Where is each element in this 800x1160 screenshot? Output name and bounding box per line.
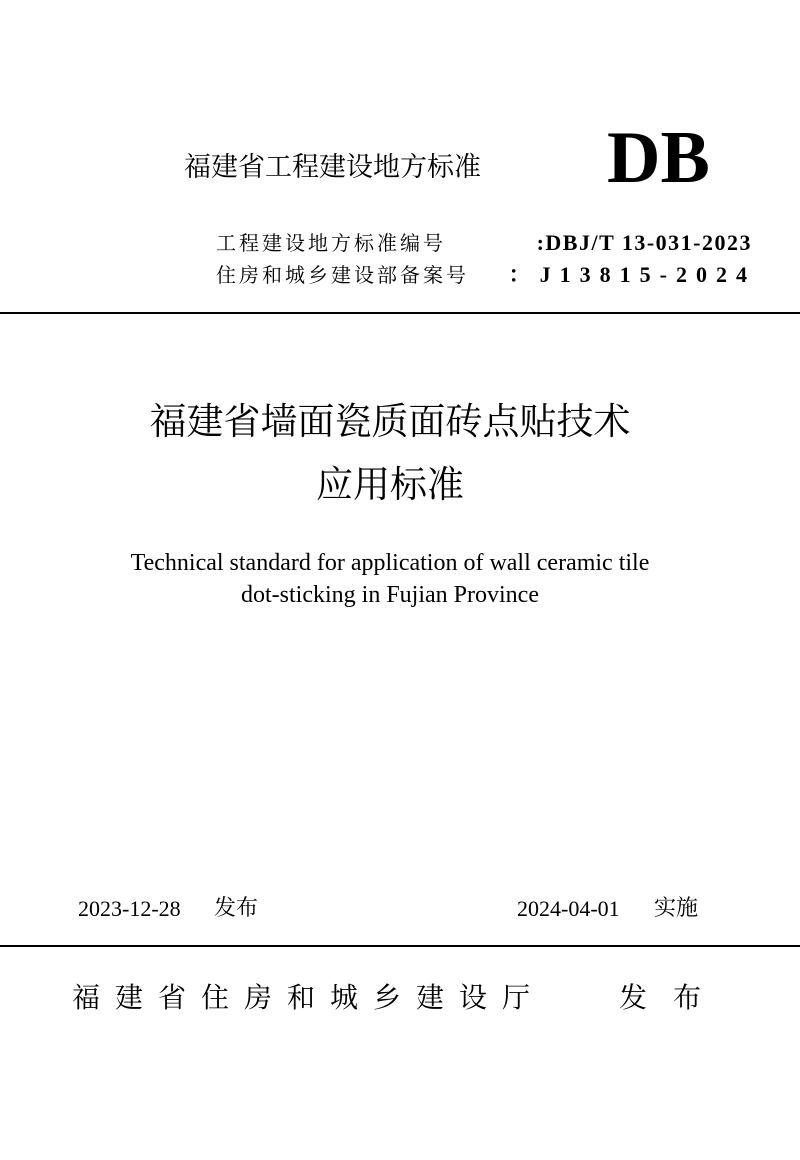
filing-number-label: 住房和城乡建设部备案号 (216, 263, 469, 287)
standard-number-label: 工程建设地方标准编号 (216, 231, 446, 255)
document-title-en-line2: dot-sticking in Fujian Province (241, 582, 539, 608)
standard-number-value: :DBJ/T 13-031-2023 (536, 230, 752, 255)
filing-number-value: ：J13815-2024 (508, 262, 756, 287)
effective-date: 2024-04-01 (517, 896, 620, 921)
document-title-cn-line2: 应用标准 (316, 463, 464, 506)
document-title-cn-line1: 福建省墙面瓷质面砖点贴技术 (149, 400, 631, 443)
issue-label: 发布 (214, 896, 259, 921)
issuing-authority: 福建省住房和城乡建设厅 (72, 981, 546, 1014)
document-title-en-line1: Technical standard for application of wall ceramic tile (130, 550, 650, 576)
db-mark: DB (607, 117, 710, 199)
bottom-divider (0, 945, 800, 947)
top-divider (0, 312, 800, 314)
issue-date: 2023-12-28 (78, 896, 181, 921)
effective-label: 实施 (654, 896, 699, 921)
publish-label: 发布 (619, 981, 728, 1014)
standard-category-title: 福建省工程建设地方标准 (184, 152, 481, 183)
